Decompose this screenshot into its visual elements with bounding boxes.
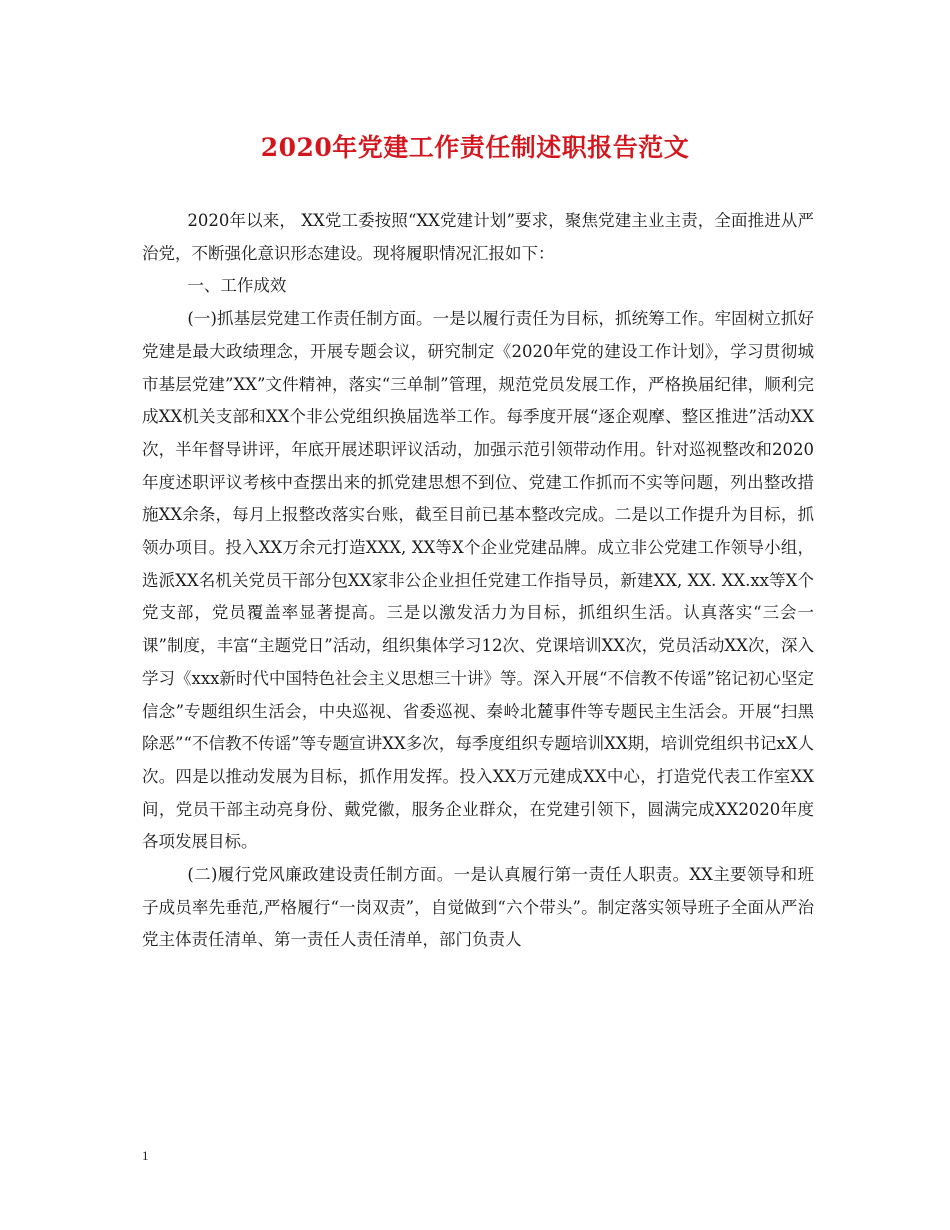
section-1-paragraph: (一)抓基层党建工作责任制方面。一是以履行责任为目标，抓统筹工作。牢固树立抓好党建是最大政绩理念，开展专题会议，研究制定《2020年党的建设工作计划》，学习贯彻城市基层党建”XX”文件精神，落实“三单制”管理，规范党员发展工作，严格换届纪律，顺利完成XX机关支部和XX个非公党组织换届选举工作。每季度开展“逐企观摩、整区推进”活动XX次，半年督导讲评，年底开展述职评议活动，加强示范引领带动作用。针对巡视整改和2020年度述职评议考核中查摆出来的抓党建思想不到位、党建工作抓而不实等问题，列出整改措施XX余条，每月上报整改落实台账，截至目前已基本整改完成。二是以工作提升为目标，抓领办项目。投入XX万余元打造XXX, XX等X个企业党建品牌。成立非公党建工作领导小组，选派XX名机关党员干部分包XX家非公企业担任党建工作指导员，新建XX, XX. XX.xx等X个党支部，党员覆盖率显著提高。三是以激发活力为目标，抓组织生活。认真落实“三会一课”制度，丰富“主题党日”活动，组织集体学习12次、党课培训XX次，党员活动XX次，深入学习《xxx新时代中国特色社会主义思想三十讲》等。深入开展“不信教不传谣”铭记初心坚定信念”专题组织生活会，中央巡视、省委巡视、秦岭北麓事件等专题民主生活会。开展“扫黑除恶”“不信教不传谣”等专题宣讲XX多次，每季度组织专题培训XX期，培训党组织书记xX人次。四是以推动发展为目标，抓作用发挥。投入XX万元建成XX中心，打造党代表工作室XX间，党员干部主动亮身份、戴党徽，服务企业群众，在党建引领下，圆满完成XX2020年度各项发展目标。 — [142, 309, 814, 852]
page-number: 1 — [142, 1148, 149, 1163]
section-heading: 一、工作成效 — [187, 276, 287, 296]
intro-paragraph: 2020年以来， XX党工委按照“XX党建计划”要求，聚焦党建主业主责，全面推进从严治党，不断强化意识形态建设。现将履职情况汇报如下： — [142, 211, 814, 263]
section-2-paragraph: (二)履行党风廉政建设责任制方面。一是认真履行第一责任人职责。XX主要领导和班子成员率先垂范,严格履行“一岗双责”，自觉做到“六个带头”。制定落实领导班子全面从严治党主体责任清单、第一责任人责任清单，部门负责人 — [142, 865, 814, 950]
document-body — [142, 205, 814, 957]
document-title: 2020年党建工作责任制述职报告范文 — [260, 133, 690, 162]
